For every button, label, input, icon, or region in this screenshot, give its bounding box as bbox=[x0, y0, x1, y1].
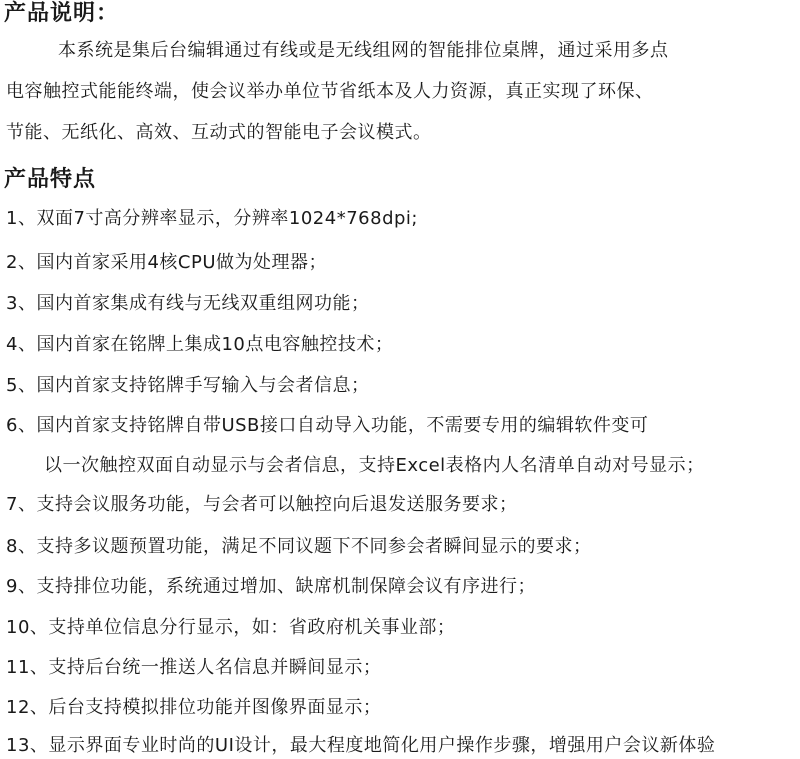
product-description-heading: 产品说明： bbox=[4, 1, 120, 26]
feature-item: 12、后台支持模拟排位功能并图像界面显示； bbox=[6, 697, 382, 718]
feature-item: 10、支持单位信息分行显示，如：省政府机关事业部； bbox=[6, 617, 456, 638]
description-line: 节能、无纸化、高效、互动式的智能电子会议模式。 bbox=[6, 122, 432, 143]
feature-item: 11、支持后台统一推送人名信息并瞬间显示； bbox=[6, 657, 382, 678]
description-line: 电容触控式能能终端，使会议举办单位节省纸本及人力资源，真正实现了环保、 bbox=[6, 81, 654, 102]
product-features-heading: 产品特点 bbox=[4, 167, 97, 192]
feature-item: 8、支持多议题预置功能，满足不同议题下不同参会者瞬间显示的要求； bbox=[6, 536, 592, 557]
feature-item: 6、国内首家支持铭牌自带USB接口自动导入功能，不需要专用的编辑软件变可 bbox=[6, 415, 649, 436]
feature-item: 4、国内首家在铭牌上集成10点电容触控技术； bbox=[6, 334, 394, 355]
feature-item: 7、支持会议服务功能，与会者可以触控向后退发送服务要求； bbox=[6, 494, 518, 515]
feature-item: 13、显示界面专业时尚的UI设计，最大程度地简化用户操作步骤，增强用户会议新体验 bbox=[6, 735, 716, 756]
feature-item: 2、国内首家采用4核CPU做为处理器； bbox=[6, 252, 328, 273]
feature-item: 1、双面7寸高分辨率显示，分辨率1024*768dpi; bbox=[6, 208, 418, 229]
description-line: 本系统是集后台编辑通过有线或是无线组网的智能排位桌牌，通过采用多点 bbox=[58, 40, 669, 61]
feature-item: 5、国内首家支持铭牌手写输入与会者信息； bbox=[6, 375, 370, 396]
feature-item: 9、支持排位功能，系统通过增加、缺席机制保障会议有序进行； bbox=[6, 576, 536, 597]
feature-item-continuation: 以一次触控双面自动显示与会者信息，支持Excel表格内人名清单自动对号显示； bbox=[44, 455, 705, 476]
feature-item: 3、国内首家集成有线与无线双重组网功能； bbox=[6, 293, 370, 314]
